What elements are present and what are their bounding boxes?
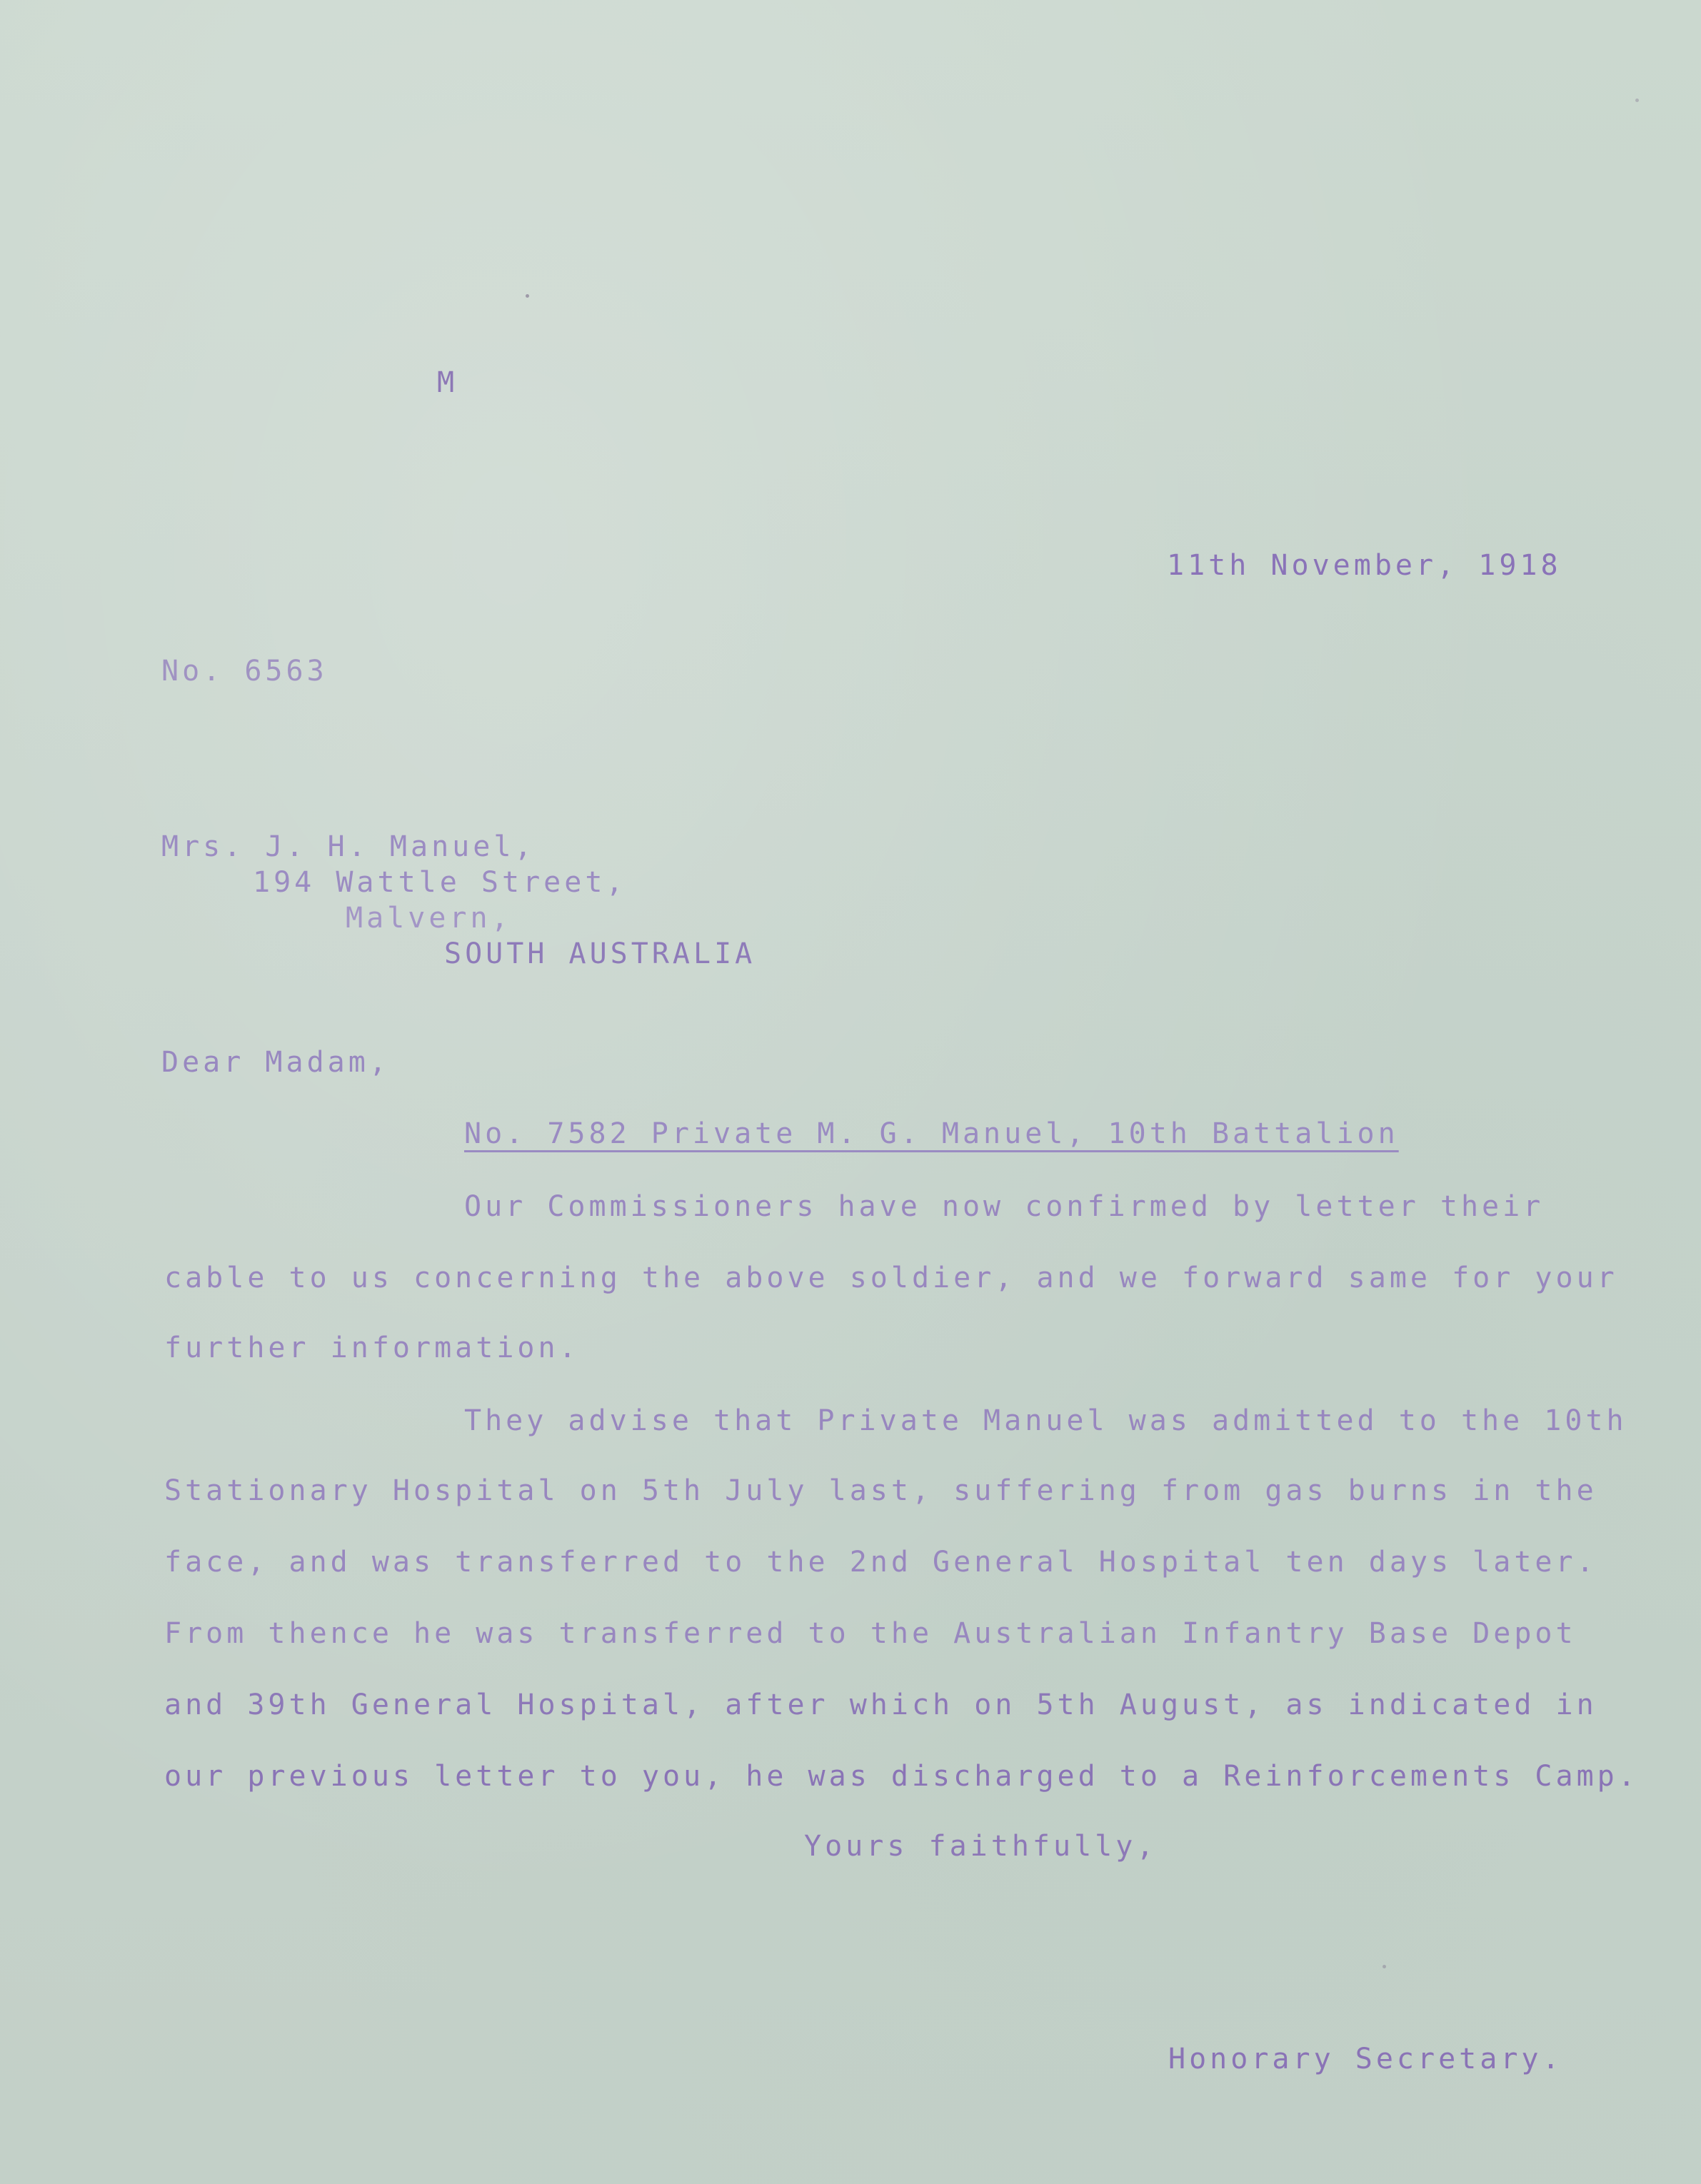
body-line: face, and was transferred to the 2nd General Hospital ten days later.	[164, 1546, 1597, 1579]
body-line: cable to us concerning the above soldier, and we forward same for your	[164, 1262, 1618, 1294]
body-line: From thence he was transferred to the Australian Infantry Base Depot	[164, 1617, 1577, 1650]
signature-title: Honorary Secretary.	[1168, 2043, 1563, 2075]
file-mark: M	[437, 366, 458, 399]
recipient-suburb: Malvern,	[346, 902, 512, 935]
letter-date: 11th November, 1918	[1167, 549, 1562, 582]
body-line: further information.	[164, 1332, 580, 1364]
body-line: our previous letter to you, he was discharged to a Reinforcements Camp.	[164, 1760, 1639, 1793]
body-line: and 39th General Hospital, after which on 5th August, as indicated in	[164, 1689, 1597, 1721]
body-line: They advise that Private Manuel was admitted to the 10th	[464, 1404, 1627, 1437]
body-line: Stationary Hospital on 5th July last, suffering from gas burns in the	[164, 1474, 1597, 1507]
recipient-state: SOUTH AUSTRALIA	[444, 937, 756, 970]
ink-speck	[526, 294, 529, 298]
reference-number: No. 6563	[161, 655, 328, 688]
recipient-name: Mrs. J. H. Manuel,	[161, 830, 536, 863]
salutation: Dear Madam,	[161, 1046, 390, 1079]
recipient-street: 194 Wattle Street,	[253, 866, 627, 899]
body-line: Our Commissioners have now confirmed by letter their	[464, 1190, 1545, 1223]
ink-speck	[1383, 1965, 1386, 1968]
subject-line: No. 7582 Private M. G. Manuel, 10th Battalion	[464, 1117, 1399, 1150]
closing: Yours faithfully,	[804, 1830, 1158, 1863]
ink-speck	[1635, 99, 1639, 102]
